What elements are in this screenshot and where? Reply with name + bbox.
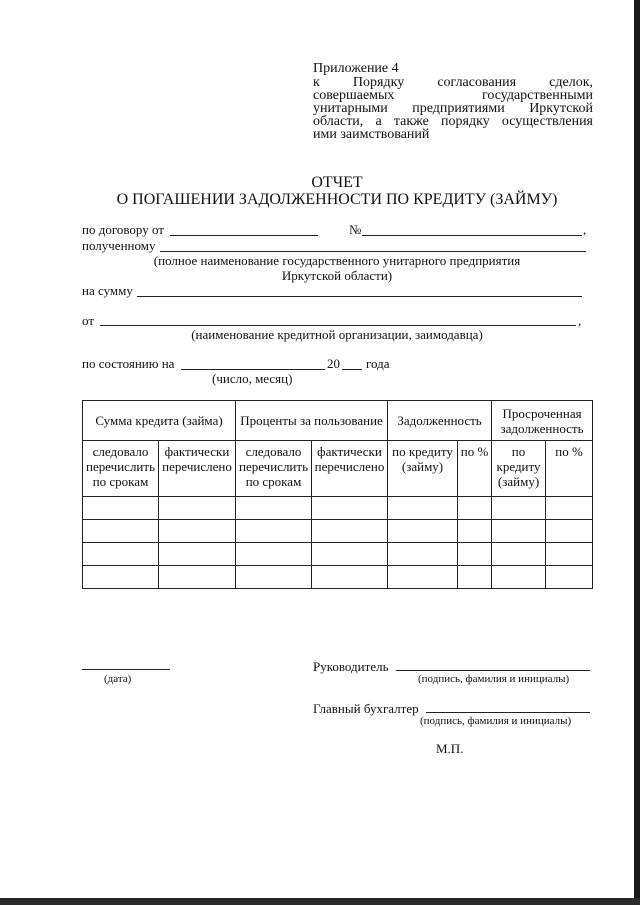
table-cell[interactable] bbox=[492, 520, 546, 543]
date-signature-line[interactable] bbox=[82, 669, 170, 670]
appendix-line-2: совершаемых государственными bbox=[313, 88, 593, 103]
table-cell[interactable] bbox=[83, 543, 159, 566]
table-cell[interactable] bbox=[546, 497, 593, 520]
table-cell[interactable] bbox=[83, 520, 159, 543]
as-of-date-line[interactable] bbox=[181, 369, 325, 370]
date-hint: (число, месяц) bbox=[212, 371, 293, 386]
table-cell[interactable] bbox=[388, 566, 458, 589]
table-row bbox=[83, 520, 593, 543]
table-row bbox=[83, 566, 593, 589]
appendix-title: Приложение 4 bbox=[313, 61, 399, 76]
table-cell[interactable] bbox=[388, 543, 458, 566]
table-cell[interactable] bbox=[458, 566, 492, 589]
head-signature-hint: (подпись, фамилия и инициалы) bbox=[418, 673, 570, 685]
from-label: от bbox=[82, 313, 95, 328]
report-title: ОТЧЕТ bbox=[311, 174, 363, 191]
accountant-label: Главный бухгалтер bbox=[313, 701, 419, 716]
number-label: № bbox=[349, 222, 362, 237]
creditor-hint: (наименование кредитной организации, заимодавца) bbox=[191, 327, 483, 342]
head-signature-line[interactable] bbox=[396, 670, 590, 671]
creditor-line[interactable] bbox=[100, 325, 576, 326]
enterprise-hint-1: (полное наименование государственного унитарного предприятия bbox=[153, 253, 521, 268]
table-cell[interactable] bbox=[159, 566, 236, 589]
table-cell[interactable] bbox=[159, 520, 236, 543]
table-cell[interactable] bbox=[388, 497, 458, 520]
table-cell[interactable] bbox=[236, 497, 312, 520]
table-cell[interactable] bbox=[236, 543, 312, 566]
subheader-overdue-percent: по % bbox=[546, 441, 593, 497]
table-cell[interactable] bbox=[83, 566, 159, 589]
table-cell[interactable] bbox=[236, 566, 312, 589]
table-cell[interactable] bbox=[312, 520, 388, 543]
scan-edge-bottom bbox=[0, 898, 640, 905]
year-prefix: 20 bbox=[327, 356, 340, 371]
report-subtitle: О ПОГАШЕНИИ ЗАДОЛЖЕННОСТИ ПО КРЕДИТУ (ЗАЙМУ) bbox=[116, 191, 558, 208]
comma-1: , bbox=[583, 222, 587, 237]
amount-line[interactable] bbox=[137, 296, 582, 297]
scan-edge-right bbox=[634, 0, 640, 905]
table-cell[interactable] bbox=[312, 543, 388, 566]
table-cell[interactable] bbox=[312, 566, 388, 589]
table-cell[interactable] bbox=[312, 497, 388, 520]
amount-label: на сумму bbox=[82, 283, 133, 298]
enterprise-line[interactable] bbox=[160, 251, 586, 252]
table-cell[interactable] bbox=[546, 520, 593, 543]
group-header-debt: Задолженность bbox=[388, 401, 492, 441]
subheader-overdue-loan: по кредиту (займу) bbox=[492, 441, 546, 497]
table-cell[interactable] bbox=[546, 543, 593, 566]
appendix-line-5: ими заимствований bbox=[313, 127, 430, 142]
enterprise-hint-2: Иркутской области) bbox=[281, 268, 393, 283]
year-suffix: года bbox=[366, 356, 390, 371]
contract-number-line[interactable] bbox=[362, 235, 582, 236]
accountant-signature-line[interactable] bbox=[426, 712, 590, 713]
table-cell[interactable] bbox=[236, 520, 312, 543]
repayment-table bbox=[82, 400, 593, 589]
date-signature-hint: (дата) bbox=[104, 673, 132, 685]
table-subheader-row bbox=[83, 441, 593, 497]
as-of-label: по состоянию на bbox=[82, 356, 175, 371]
appendix-line-4: области, а также порядку осуществления bbox=[313, 114, 593, 129]
subheader-debt-loan: по кредиту (займу) bbox=[388, 441, 458, 497]
table-row bbox=[83, 497, 593, 520]
seal-mark: М.П. bbox=[436, 741, 464, 756]
contract-label: по договору от bbox=[82, 222, 164, 237]
table-cell[interactable] bbox=[458, 543, 492, 566]
table-cell[interactable] bbox=[458, 497, 492, 520]
subheader-interest-due: следовало перечислить по срокам bbox=[236, 441, 312, 497]
subheader-loan-paid: фактически перечислено bbox=[159, 441, 236, 497]
group-header-interest: Проценты за пользование bbox=[236, 401, 388, 441]
group-header-overdue-debt: Просроченная задолженность bbox=[492, 401, 593, 441]
subheader-interest-paid: фактически перечислено bbox=[312, 441, 388, 497]
table-cell[interactable] bbox=[83, 497, 159, 520]
table-cell[interactable] bbox=[492, 566, 546, 589]
year-line[interactable] bbox=[342, 369, 362, 370]
table-cell[interactable] bbox=[159, 543, 236, 566]
subheader-debt-percent: по % bbox=[458, 441, 492, 497]
received-label: полученному bbox=[82, 238, 156, 253]
appendix-line-1: к Порядку согласования сделок, bbox=[313, 75, 593, 90]
table-cell[interactable] bbox=[159, 497, 236, 520]
group-header-loan-amount: Сумма кредита (займа) bbox=[83, 401, 236, 441]
accountant-signature-hint: (подпись, фамилия и инициалы) bbox=[420, 715, 572, 727]
table-cell[interactable] bbox=[388, 520, 458, 543]
table-row bbox=[83, 543, 593, 566]
subheader-loan-due: следовало перечислить по срокам bbox=[83, 441, 159, 497]
table-cell[interactable] bbox=[458, 520, 492, 543]
table-cell[interactable] bbox=[546, 566, 593, 589]
head-label: Руководитель bbox=[313, 659, 389, 674]
table-cell[interactable] bbox=[492, 497, 546, 520]
comma-2: , bbox=[578, 313, 582, 328]
contract-date-line[interactable] bbox=[170, 235, 318, 236]
table-group-header-row bbox=[83, 401, 593, 441]
appendix-line-3: унитарными предприятиями Иркутской bbox=[313, 101, 593, 116]
table-cell[interactable] bbox=[492, 543, 546, 566]
